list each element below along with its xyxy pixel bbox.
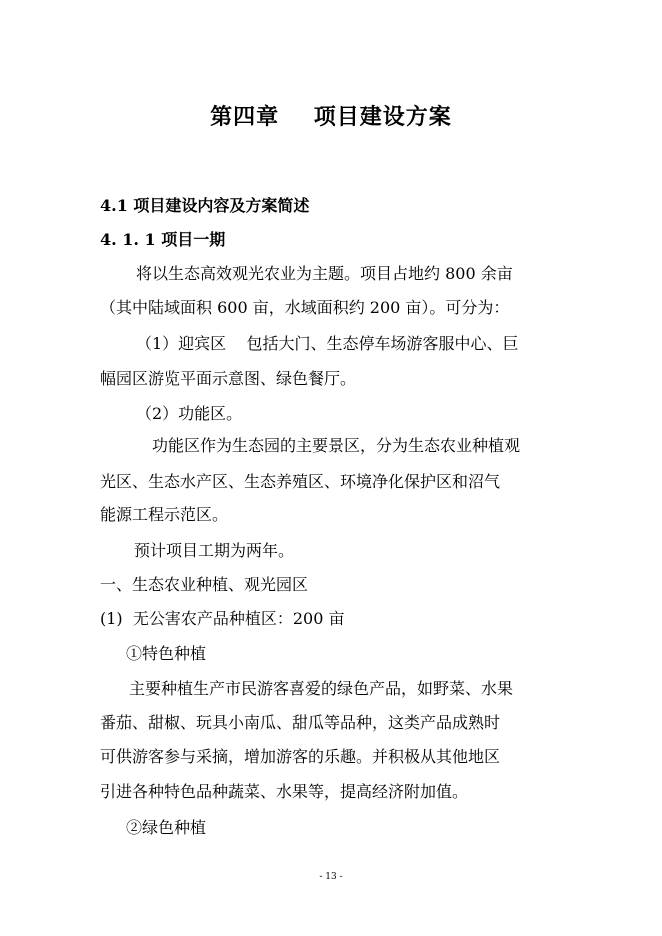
paragraph-line: 功能区作为生态园的主要景区，分为生态农业种植观: [152, 436, 521, 455]
paragraph-line: 预计项目工期为两年。: [134, 541, 295, 560]
paragraph-line: (1) 无公害农产品种植区：200 亩: [100, 609, 345, 628]
paragraph-line: 番茄、甜椒、玩具小南瓜、甜瓜等品种，这类产品成熟时: [100, 713, 501, 732]
paragraph-line: （1）迎宾区 包括大门、生态停车场游客服中心、巨: [136, 334, 519, 353]
paragraph-line: 主要种植生产市民游客喜爱的绿色产品，如野菜、水果: [129, 679, 514, 698]
paragraph-line: 光区、生态水产区、生态养殖区、环境净化保护区和沼气: [100, 472, 501, 491]
section-heading: 4.1 项目建设内容及方案简述: [100, 196, 310, 215]
paragraph-line: 引进各种特色品种蔬菜、水果等，提高经济附加值。: [100, 782, 469, 801]
paragraph-line: 一、生态农业种植、观光园区: [100, 575, 309, 594]
paragraph-line: ①特色种植: [126, 644, 207, 663]
paragraph-line: 幅园区游览平面示意图、绿色餐厅。: [100, 369, 357, 388]
paragraph-line: 将以生态高效观光农业为主题。项目占地约 800 余亩: [136, 264, 513, 283]
paragraph-line: （其中陆域面积 600 亩，水域面积约 200 亩）。可分为：: [100, 298, 510, 317]
paragraph-line: ②绿色种植: [126, 818, 207, 837]
subsection-heading: 4. 1. 1 项目一期: [100, 230, 226, 249]
paragraph-line: 能源工程示范区。: [100, 505, 229, 524]
paragraph-line: 可供游客参与采摘，增加游客的乐趣。并积极从其他地区: [100, 747, 501, 766]
page-number: - 13 -: [319, 872, 343, 882]
paragraph-line: （2）功能区。: [136, 404, 243, 423]
chapter-title: 第四章 项目建设方案: [210, 104, 452, 130]
